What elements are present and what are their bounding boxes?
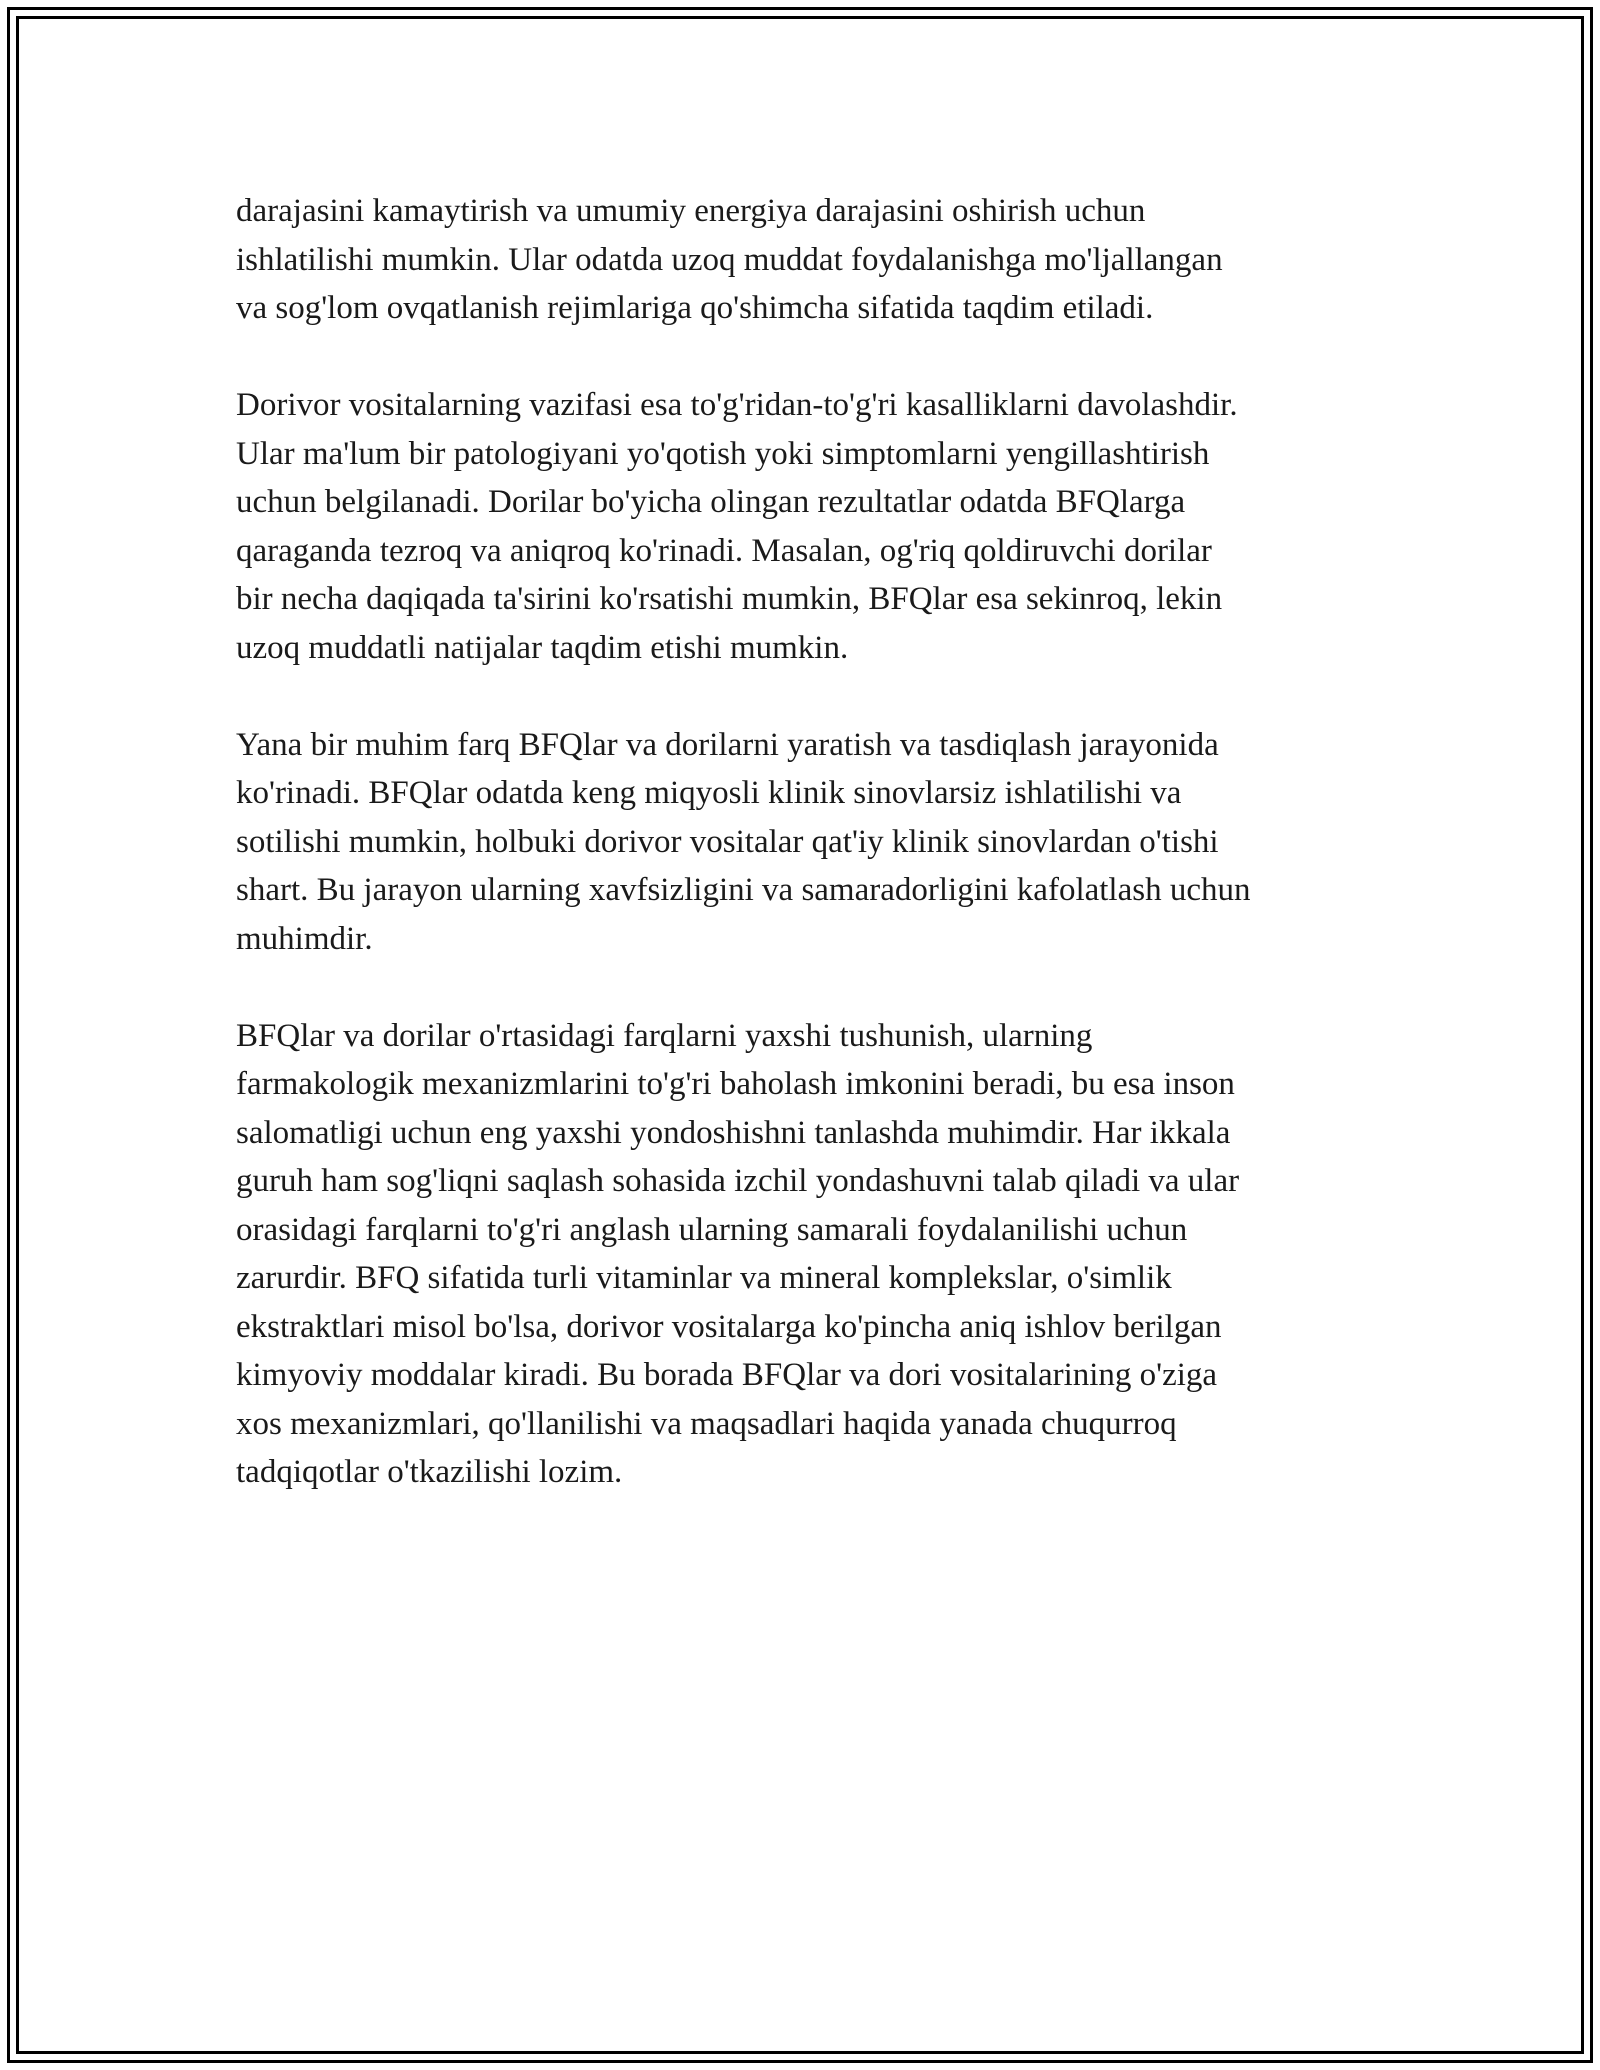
text-line: farmakologik mexanizmlarini to'g'ri baholash imkonini beradi, bu esa inson xyxy=(236,1066,1235,1102)
text-line: orasidagi farqlarni to'g'ri anglash ularning samarali foydalanilishi uchun xyxy=(236,1211,1188,1248)
text-line: ko'rinadi. BFQlar odatda keng miqyosli klinik sinovlarsiz ishlatilishi va xyxy=(236,775,1182,811)
text-line: bir necha daqiqada ta'sirini ko'rsatishi mumkin, BFQlar esa sekinroq, lekin xyxy=(236,581,1223,617)
text-line: ekstraktlari misol bo'lsa, dorivor vositalarga ko'pincha aniq ishlov berilgan xyxy=(236,1308,1222,1345)
text-line: guruh ham sog'liqni saqlash sohasida izchil yondashuvni talab qiladi va ular xyxy=(236,1163,1240,1199)
text-line: ishlatilishi mumkin. Ular odatda uzoq muddat foydalanishga mo'ljallangan xyxy=(236,241,1223,278)
paragraph-4 xyxy=(236,1012,1396,1497)
text-line: zarurdir. BFQ sifatida turli vitaminlar va mineral komplekslar, o'simlik xyxy=(236,1260,1172,1296)
text-line: salomatligi uchun eng yaxshi yondoshishni tanlashda muhimdir. Har ikkala xyxy=(236,1114,1231,1151)
text-line: va sog'lom ovqatlanish rejimlariga qo'shimcha sifatida taqdim etiladi. xyxy=(236,290,1154,326)
text-line: qaraganda tezroq va aniqroq ko'rinadi. Masalan, og'riq qoldiruvchi dorilar xyxy=(236,532,1212,569)
text-line: muhimdir. xyxy=(236,920,373,957)
text-line: uzoq muddatli natijalar taqdim etishi mumkin. xyxy=(236,629,849,666)
text-line: xos mexanizmlari, qo'llanilishi va maqsadlari haqida yanada chuqurroq xyxy=(236,1405,1177,1442)
text-line: Dorivor vositalarning vazifasi esa to'g'ridan-to'g'ri kasalliklarni davolashdir. xyxy=(236,387,1238,423)
text-line: shart. Bu jarayon ularning xavfsizligini va samaradorligini kafolatlash uchun xyxy=(236,872,1251,908)
text-line: uchun belgilanadi. Dorilar bo'yicha olingan rezultatlar odatda BFQlarga xyxy=(236,484,1186,520)
text-line: Ular ma'lum bir patologiyani yo'qotish yoki simptomlarni yengillashtirish xyxy=(236,435,1210,472)
text-line: Yana bir muhim farq BFQlar va dorilarni yaratish va tasdiqlash jarayonida xyxy=(236,726,1219,763)
paragraph-3 xyxy=(236,721,1396,964)
text-line: BFQlar va dorilar o'rtasidagi farqlarni yaxshi tushunish, ularning xyxy=(236,1017,1093,1054)
paragraph-1 xyxy=(236,187,1396,333)
text-line: darajasini kamaytirish va umumiy energiya darajasini oshirish uchun xyxy=(236,193,1146,229)
text-line: kimyoviy moddalar kiradi. Bu borada BFQlar va dori vositalarining o'ziga xyxy=(236,1357,1218,1393)
paragraph-2 xyxy=(236,381,1396,672)
text-line: sotilishi mumkin, holbuki dorivor vositalar qat'iy klinik sinovlardan o'tishi xyxy=(236,823,1219,860)
text-line: tadqiqotlar o'tkazilishi lozim. xyxy=(236,1454,623,1490)
document-body xyxy=(236,187,1396,1545)
